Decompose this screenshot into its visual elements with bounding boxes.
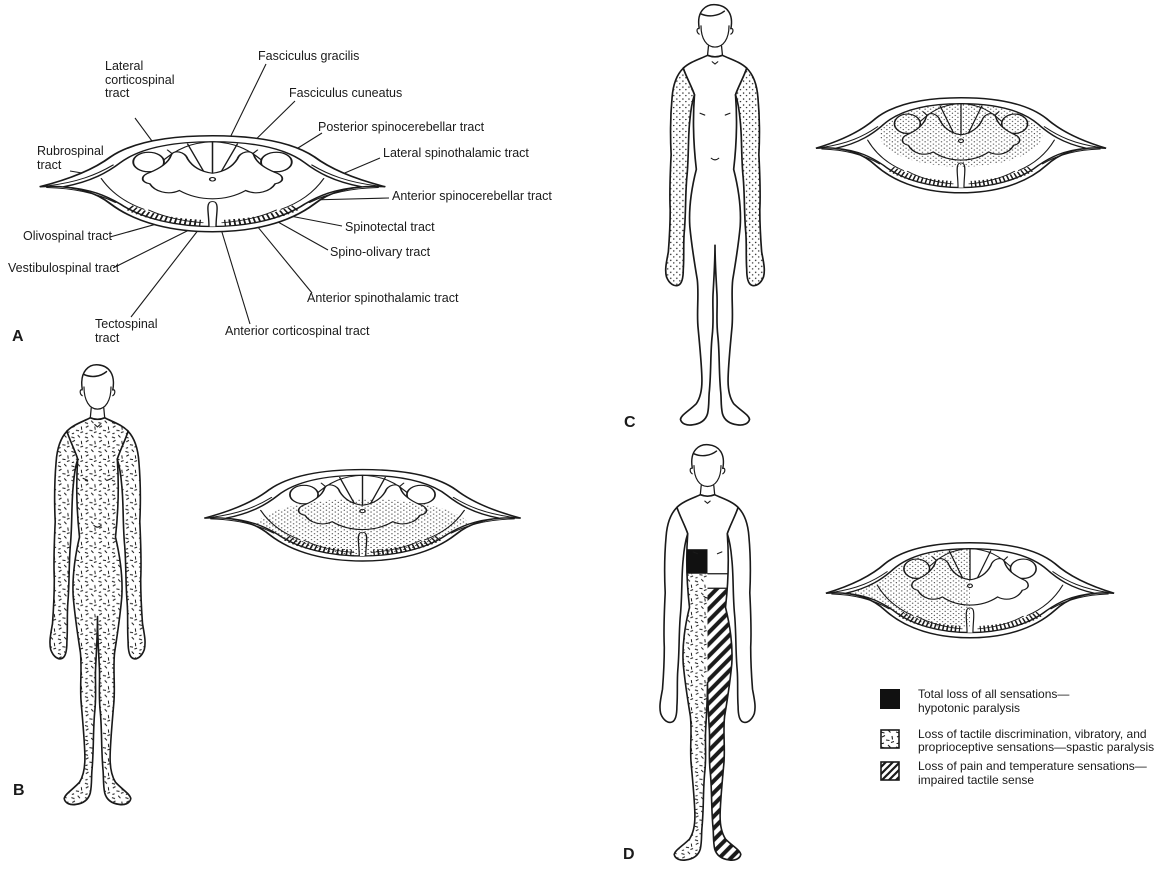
tract-label: Anterior corticospinal tract [225,324,370,338]
body-figure-b [30,362,165,814]
legend-line: impaired tactile sense [918,772,1035,787]
tract-label: Anterior spinocerebellar tract [392,189,552,203]
diagonal-hatch-swatch [880,761,901,782]
legend-item-pain-temp-loss [880,760,1171,788]
cord-cross-section-d [822,539,1118,643]
tract-label: Posterior spinocerebellar tract [318,120,485,134]
legend-item-text [918,760,1147,788]
tract-label: Anterior spinothalamic tract [307,291,459,305]
panel-letter-b: B [13,782,25,799]
cord-cross-section-b [200,466,525,566]
legend-item-total-loss [880,688,1171,716]
tract-label: Spinotectal tract [345,220,435,234]
legend-line: Total loss of all sensations— [918,687,1070,701]
legend-item-text [918,688,1069,716]
tract-label: Rubrospinal tract [37,144,104,172]
body-figure-c [645,2,785,434]
legend-line: Loss of pain and temperature sensations— [918,759,1147,774]
legend-line: hypotonic paralysis [918,700,1021,715]
solid-black-swatch [880,689,901,710]
tract-label: Vestibulospinal tract [8,261,120,275]
tract-label: Fasciculus cuneatus [289,86,403,100]
panel-letter-c: C [624,414,636,431]
legend-item-text [918,728,1154,756]
tract-label: Lateral spinothalamic tract [383,146,529,160]
body-figure-d [640,442,775,869]
tract-label: Fasciculus gracilis [258,49,360,63]
cord-cross-section-c [812,94,1110,198]
legend [880,688,1171,788]
legend-line: Loss of tactile discrimination, vibratory, and [918,726,1147,741]
tract-label: Tectospinal tract [95,317,158,345]
tract-label: Lateral corticospinal tract [105,59,175,100]
panel-letter-a: A [12,328,24,345]
tract-label: Spino-olivary tract [330,245,431,259]
legend-line: proprioceptive sensations—spastic paralysis [918,740,1155,755]
speckle-swatch [880,729,901,750]
tract-label: Olivospinal tract [23,229,112,243]
panel-letter-d: D [623,846,635,863]
legend-item-tactile-loss [880,728,1171,756]
